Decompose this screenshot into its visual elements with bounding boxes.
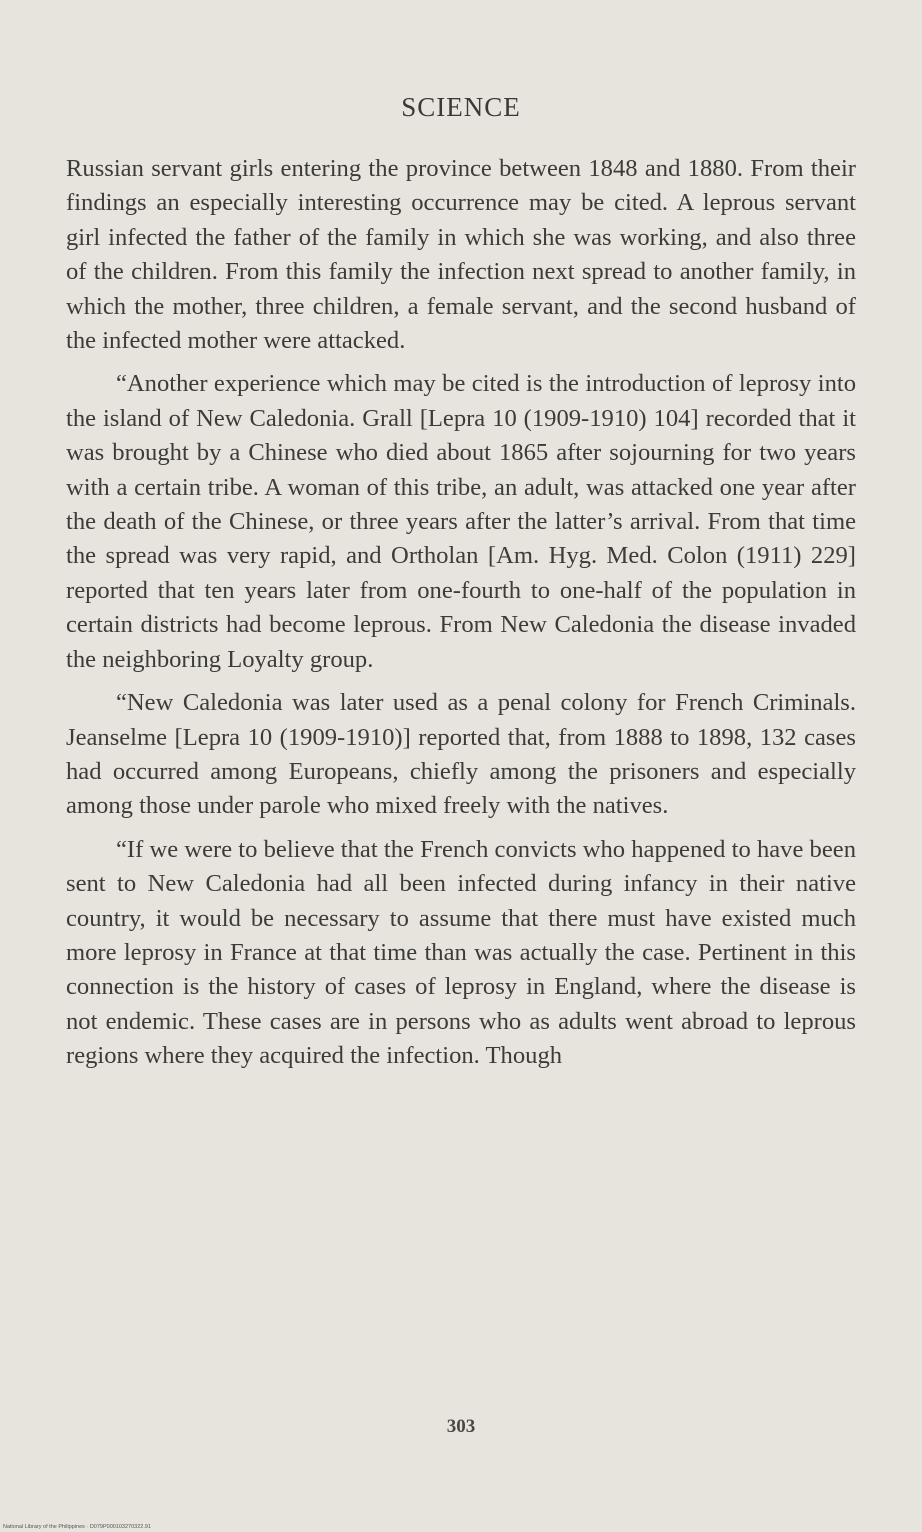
body-text — [66, 152, 856, 1083]
scan-credit: National Library of the Philippines · D079P000103270322.91 — [3, 1524, 151, 1530]
paragraph-new-caledonia: “Another experience which may be cited is the introduction of leprosy into the island of New Caledonia. Grall [Lepra 10 (1909-1910) 104] recorded that it was brought by a Chinese who died about 1865 after sojourning for two years with a certain tribe. A woman of this tribe, an adult, was attacked one year after the death of the Chinese, or three years after the latter’s arrival. From that time the spread was very rapid, and Ortholan [Am. Hyg. Med. Colon (1911) 229] reported that ten years later from one-fourth to one-half of the population in certain districts had become leprous. From New Caledonia the disease invaded the neighboring Loyalty group. — [66, 370, 856, 673]
paragraph-french-convicts: “If we were to believe that the French convicts who happened to have been sent to New Caledonia had all been infected during infancy in their native country, it would be necessary to assume that there must have existed much more leprosy in France at that time than was actually the case. Pertinent in this connection is the history of cases of leprosy in England, where the disease is not endemic. These cases are in persons who as adults went abroad to leprous regions where they acquired the infection. Though — [66, 835, 856, 1070]
running-head-title: SCIENCE — [401, 92, 521, 122]
paragraph-continuation: Russian servant girls entering the province between 1848 and 1880. From their findings an especially interesting occurrence may be cited. A leprous servant girl infected the father of the family in which she was working, and also three of the children. From this family the infection next spread to another family, in which the mother, three children, a female servant, and the second husband of the infected mother were attacked. — [66, 155, 856, 355]
paragraph-penal-colony: “New Caledonia was later used as a penal colony for French Criminals. Jeanselme [Lepra 10 (1909-1910)] reported that, from 1888 to 1898, 132 cases had occurred among Europeans, chiefly among the prisoners and especially among those under parole who mixed freely with the natives. — [66, 689, 856, 820]
page-number: 303 — [446, 1416, 476, 1437]
